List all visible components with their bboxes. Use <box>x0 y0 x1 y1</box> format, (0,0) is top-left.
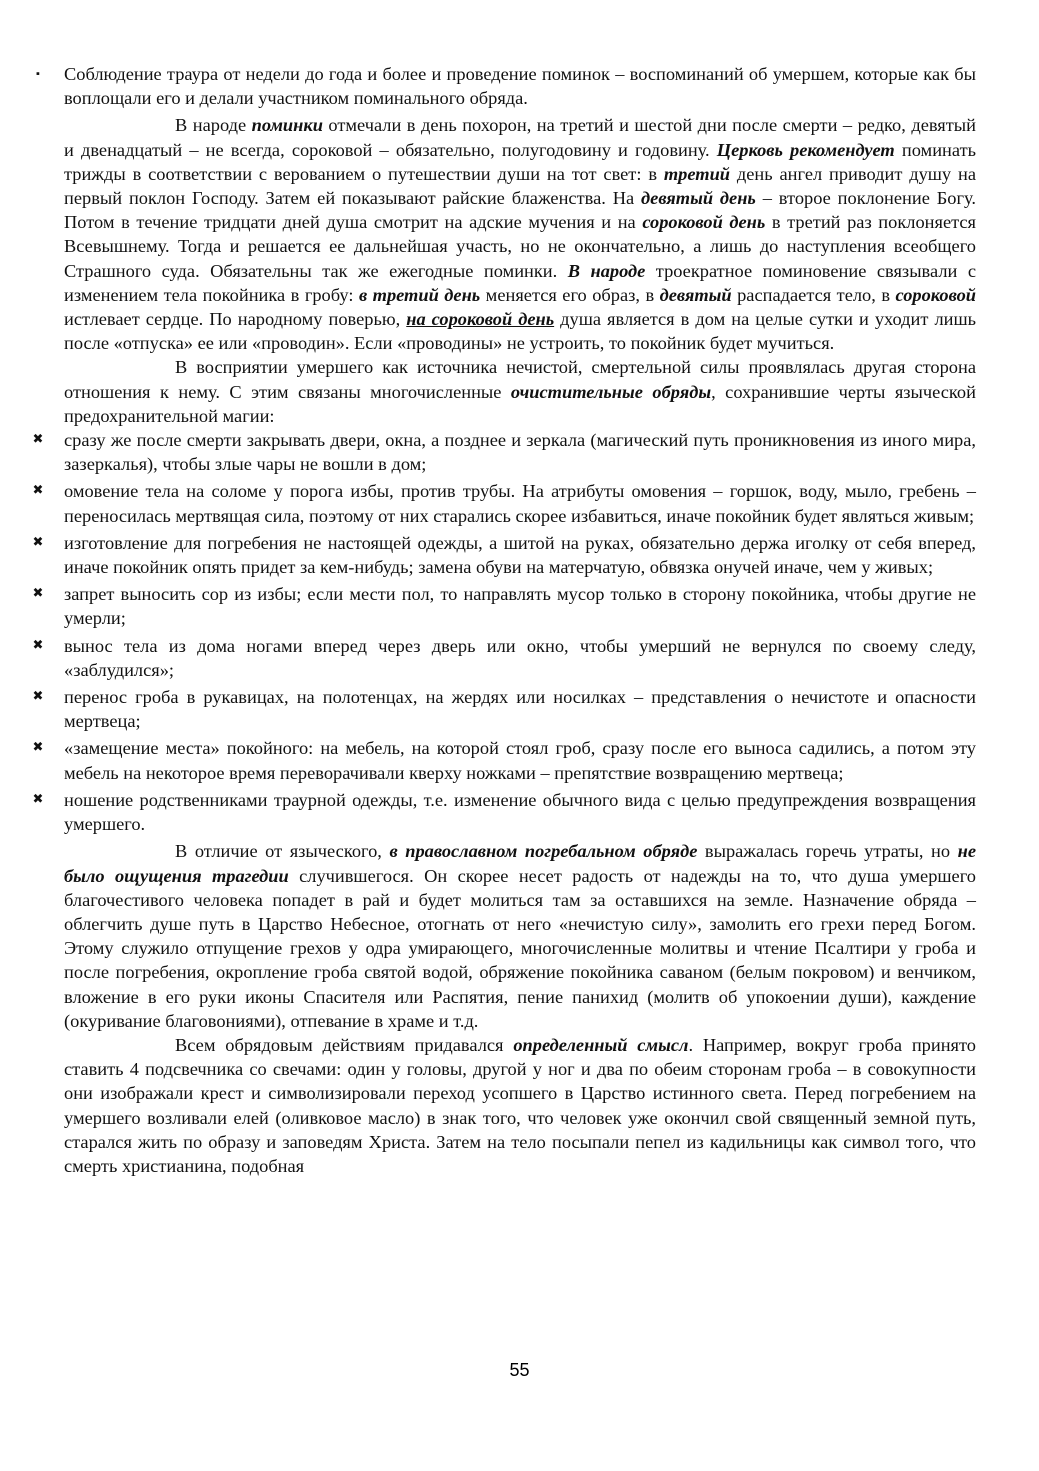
paragraph-memorial-days <box>64 113 976 355</box>
text-run: В восприятии умершего как источника нечистой, смертельной силы проявлялась другая сторона отношения к нему. С этим связаны многочисленные <box>64 357 976 402</box>
text-run: – второе поклонение Богу. Потом в течение тридцати дней душа смотрит на адские мучения и на <box>64 188 976 233</box>
list-item <box>32 479 976 527</box>
cross-bullet-icon: ✖ <box>32 689 44 705</box>
text-run: распадается тело, в <box>731 284 896 305</box>
list-item-text: запрет выносить сор из избы; если мести пол, то направлять мусор только в сторону покойника, чтобы другие не умерли; <box>64 584 976 629</box>
list-item-text: Соблюдение траура от недели до года и более и проведение поминок – воспоминаний об умершем, которые как бы воплощали его и делали участником поминального обряда. <box>64 64 976 109</box>
page-number: 55 <box>509 1360 530 1380</box>
emphasis: поминки <box>251 115 323 136</box>
text-run: истлевает сердце. По народному поверью, <box>64 309 407 330</box>
emphasis: девятый день <box>641 188 756 209</box>
emphasis: третий <box>663 163 731 184</box>
text-run: троекратное поминовение связывали с изменением тела покойника в гробу: <box>64 260 976 305</box>
emphasis: не было ощущения трагедии <box>64 841 976 886</box>
list-item <box>32 428 976 476</box>
text-run: душа является в дом на целые сутки и уходит лишь после «отпуска» ее или «проводин». Если «проводины» не устроить, то покойник будет мучиться. <box>64 309 977 354</box>
text-run: выражалась горечь утраты, но <box>697 841 958 862</box>
list-item <box>32 685 976 733</box>
list-item <box>32 788 976 836</box>
text-run: , сохранившие черты языческой предохранительной магии: <box>64 381 976 426</box>
emphasis: сороковой день <box>642 212 766 233</box>
list-item-text: сразу же после смерти закрывать двери, окна, а позднее и зеркала (магический путь проникновения из иного мира, зазеркалья), чтобы злые чары не вошли в дом; <box>64 430 976 475</box>
cross-bullet-icon: ✖ <box>32 637 44 653</box>
text-run: В народе <box>175 115 252 136</box>
text-run: отмечали в день похорон, на третий и шестой дни после смерти – редко, девятый и двенадцатый – не всегда, сороковой – обязательно, полугодовину и годовину. <box>64 115 976 160</box>
list-item <box>32 634 976 682</box>
emphasis: определенный смысл <box>513 1034 689 1055</box>
square-bullet-icon: ▪ <box>36 68 40 80</box>
paragraph-orthodox-rite <box>64 839 976 1033</box>
list-item-text: омовение тела на соломе у порога избы, против трубы. На атрибуты омовения – горшок, воду, мыло, гребень – переносилась мертвящая сила, поэтому от них старались скорее избавиться, иначе покойник будет являться живым; <box>64 481 976 526</box>
emphasis: девятый <box>659 284 732 305</box>
paragraph-purification-rites <box>64 355 976 428</box>
list-item <box>32 582 976 630</box>
text-run: день ангел приводит душу на первый поклон Господу. Затем ей показывают райские блаженства. На <box>64 163 976 209</box>
text-run: В отличие от языческого, <box>175 841 390 862</box>
emphasis-underlined: на сороковой день <box>406 309 555 330</box>
cross-bullet-icon: ✖ <box>32 432 44 448</box>
text-run: в третий раз поклоняется Всевышнему. Тогда и решается ее дальнейшая участь, но не окончательно, а лишь до наступления всеобщего Страшного суда. Обязательны так же ежегодные поминки. <box>64 212 976 281</box>
emphasis: в третий день <box>358 284 481 305</box>
paragraph-ritual-meaning <box>64 1033 976 1178</box>
cross-bullet-icon: ✖ <box>32 586 44 602</box>
text-run: поминать трижды в соответствии с верованием о путешествии души на тот свет: в <box>64 139 976 184</box>
list-item <box>32 531 976 579</box>
cross-bullet-icon: ✖ <box>32 740 44 756</box>
text-run: меняется его образ, в <box>480 284 660 305</box>
list-item-text: изготовление для погребения не настоящей одежды, а шитой на руках, обязательно держа иголку от себя вперед, иначе покойник опять придет за кем-нибудь; замена обуви на матерчатую, обвязка онучей иначе, чем у живых; <box>64 532 976 578</box>
list-item-text: «замещение места» покойного: на мебель, на которой стоял гроб, сразу после его выноса садились, а потом эту мебель на некоторое время переворачивали кверху ножками – препятствие возвращению мертвеца; <box>64 738 976 783</box>
cross-bullet-icon: ✖ <box>32 534 44 550</box>
list-item-text: перенос гроба в рукавицах, на полотенцах, на жердях или носилках – представления о нечистоте и опасности мертвеца; <box>64 687 976 732</box>
emphasis: сороковой <box>895 284 976 305</box>
emphasis: в православном погребальном обряде <box>389 841 698 862</box>
list-item <box>32 736 976 784</box>
emphasis: Церковь рекомендует <box>716 139 895 160</box>
text-run: случившегося. Он скорее несет радость от надежды на то, что душа умершего благочестивого человека попадет в рай и будет молиться там за оставшихся на земле. Назначение обряда – облегчить душе путь в Царство Небесное, отогнать от него «нечистую силу», замолить его грехи перед Богом. Этому служило отпущение грехов у одра умирающего, многочисленные молитвы и чтение Псалтири у гроба и после погребения, окропление гроба святой водой, обряжение покойника саваном (белым покровом) и венчиком, вложение в его руки иконы Спасителя или Распятия, пение панихид (молитв об упокоении души), каждение (окуривание благовониями), отпевание в храме и т.д. <box>64 865 977 1031</box>
emphasis: очистительные обряды <box>510 381 712 402</box>
list-item-text: ношение родственниками траурной одежды, т.е. изменение обычного вида с целью предупреждения возвращения умершего. <box>64 789 976 835</box>
text-run: Всем обрядовым действиям придавался <box>175 1034 514 1055</box>
rites-list <box>32 428 976 836</box>
intro-list-item <box>36 62 976 110</box>
text-run: . Например, вокруг гроба принято ставить 4 подсвечника со свечами: один у головы, другой у ног и два по обеим сторонам гроба – в совокупности они изображали крест и символизировали переход усопшего в Царство истинного света. Перед погребением на умершего возливали елей (оливковое масло) в знак того, что человек уже окончил свой священный земной путь, старался жить по образу и заповедям Христа. Затем на тело посыпали пепел из кадильницы как символ того, что смерть христианина, подобная <box>64 1034 976 1176</box>
cross-bullet-icon: ✖ <box>32 791 44 807</box>
list-item-text: вынос тела из дома ногами вперед через дверь или окно, чтобы умерший не вернулся по своему следу, «заблудился»; <box>64 635 976 680</box>
cross-bullet-icon: ✖ <box>32 483 44 499</box>
emphasis: В народе <box>567 260 646 281</box>
